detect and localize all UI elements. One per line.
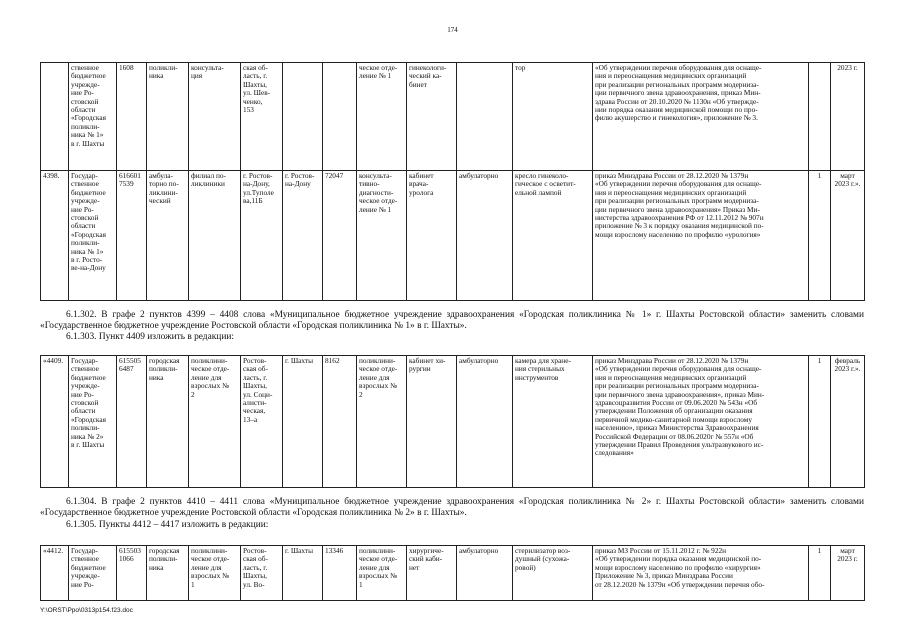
table-cell: поликлини- ческое отде- ление для взрослых № 2 (189, 356, 241, 488)
table-cell: 1 (809, 171, 831, 301)
paragraph-6-1-305: 6.1.305. Пункты 4412 – 4417 изложить в редакции: (66, 520, 269, 530)
table-cell: Государ- ственное бюджетное учрежде- ние Ро- (69, 546, 117, 601)
table-cell: 615503 1066 (117, 546, 147, 601)
table-cell: «Об утверждении перечня оборудования для оснаще- ния и переоснащения медицинских организаций при реализации региональных программ модерниза- ции первичного звена здравоохранения, приказ Мин- здрава России от 20.10.2020 № 1130н «Об утвержде- нии порядка оказания медицинской помощи по про- филю акушерство и гинекология», приложение № 3. (593, 63, 809, 171)
table-cell: Государ- ственное бюджетное учрежде- ние Ро- стовской области «Городская поликли- ника № 1» в г. Росто- ве-на-Дону (69, 171, 117, 301)
table-cell: ственное бюджетное учрежде- ние Ро- стовской области «Городская поликли- ника № 1» в г. Шахты (69, 63, 117, 171)
table-cell: февраль 2023 г.». (831, 356, 865, 488)
table-cell: поликлини- ческое отде- ление для взрослых № 1 (357, 546, 407, 601)
table-cell: тор (513, 63, 593, 171)
table-cell: поликли- ника (147, 63, 189, 171)
table-cell: «4409. (41, 356, 69, 488)
table-cell: стерилизатор воз- душный (сухожа- ровой) (513, 546, 593, 601)
table-cell: март 2023 г. (831, 546, 865, 601)
table-cell: приказ Минздрава России от 28.12.2020 № 1379н «Об утверждении перечня оборудования для оснаще- ния и переоснащения медицинских организаций при реализации региональных программ модерниза- ции первичного звена здравоохранения», приказ Мин- здравсоцразвития России от 09.06.2020 № 543н «Об утверждении Положения об организации оказания первичной медико-санитарной помощи взрослому населению», приказ Министерства Здравоохранения Российской Федерации от 08.06.2020г № 557н «Об утверждении Правил Проведения ультразвукового ис- следования» (593, 356, 809, 488)
table-row (41, 63, 865, 171)
table-cell: «4412. (41, 546, 69, 601)
paragraph-6-1-304: 6.1.304. В графе 2 пунктов 4410 – 4411 слова «Муниципальное бюджетное учреждение здравоохранения «Городская поликлиника № 2» г. Шахты Ростовской области» заменить словами «Государственное бюджетное учреждение Ростовской области «Городская поликлиника № 2» в г. Шахты». (40, 497, 864, 518)
table-cell: ческое отде- ление № 1 (357, 63, 407, 171)
table-cell: г. Ростов- на-Дону, ул.Туполе ва,11Б (241, 171, 283, 301)
table-cell (323, 63, 357, 171)
table-row (41, 546, 865, 601)
equipment-table-part-2 (40, 355, 865, 488)
table-cell: кабинет хи- рургии (407, 356, 457, 488)
table-cell (283, 63, 323, 171)
table-cell: 615505 6487 (117, 356, 147, 488)
paragraph-6-1-302: 6.1.302. В графе 2 пунктов 4399 – 4408 слова «Муниципальное бюджетное учреждение здравоохранения «Городская поликлиника № 1» г. Шахты Ростовской области» заменить словами «Государственное бюджетное учреждение Ростовской области «Городская поликлиника № 1» в г. Шахты». (40, 310, 864, 331)
table-cell: 1 (809, 356, 831, 488)
table-cell: 1608 (117, 63, 147, 171)
table-cell: 616601 7539 (117, 171, 147, 301)
table-cell: 72047 (323, 171, 357, 301)
table-cell: 8162 (323, 356, 357, 488)
table-cell: г. Шахты (283, 546, 323, 601)
page-number: 174 (447, 26, 458, 34)
table-cell: гинекологи- ческий ка- бинет (407, 63, 457, 171)
table-cell: Ростов- ская об- ласть, г. Шахты, ул. Соци- алисти- ческая, 13–а (241, 356, 283, 488)
table-cell: 1 (809, 546, 831, 601)
table-cell: приказ МЗ России от 15.11.2012 г. № 922н «Об утверждении порядка оказания медицинской по- мощи взрослому населению по профилю «хирургия» Приложение № 3, приказ Минздрава России от 28.12.2020 № 1379н «Об утверждении перечня обо- (593, 546, 809, 601)
table-cell: хирургиче- ский каби- нет (407, 546, 457, 601)
table-cell: филиал по- ликлиники (189, 171, 241, 301)
table-cell: ская об- ласть, г. Шахты, ул. Шев- ченко, 153 (241, 63, 283, 171)
table-cell: кресло гинеколо- гическое с осветит- ельной лампой (513, 171, 593, 301)
table-cell: амбулаторно (457, 546, 513, 601)
paragraph-6-1-303: 6.1.303. Пункт 4409 изложить в редакции: (66, 332, 234, 342)
table-cell (41, 63, 69, 171)
table-cell: консульта- тивно- диагности- ческое отде- ление № 1 (357, 171, 407, 301)
table-cell: 4398. (41, 171, 69, 301)
file-path-footer: Y:\ORST\Ppo\0313p154.f23.doc (40, 607, 133, 614)
table-cell: городская поликли- ника (147, 546, 189, 601)
table-cell: Государ- ственное бюджетное учрежде- ние Ро- стовской области «Городская поликли- ника № 2» в г. Шахты (69, 356, 117, 488)
table-cell: Ростов- ская об- ласть, г. Шахты, ул. Во- (241, 546, 283, 601)
table-cell: камера для хране- ния стерильных инструментов (513, 356, 593, 488)
equipment-table-part-3 (40, 545, 865, 601)
table-cell: г. Ростов- на-Дону (283, 171, 323, 301)
table-cell: амбула- торно по- ликлини- ческий (147, 171, 189, 301)
table-row (41, 356, 865, 488)
equipment-table-part-1 (40, 62, 865, 301)
table-cell: 2023 г. (831, 63, 865, 171)
table-cell: поликлини- ческое отде- ление для взрослых № 2 (357, 356, 407, 488)
table-cell: март 2023 г.». (831, 171, 865, 301)
table-cell (809, 63, 831, 171)
table-cell: амбулаторно (457, 171, 513, 301)
table-cell: городская поликли- ника (147, 356, 189, 488)
table-cell (457, 63, 513, 171)
table-row (41, 171, 865, 301)
table-cell: 13346 (323, 546, 357, 601)
table-cell: поликлини- ческое отде- ление для взрослых № 1 (189, 546, 241, 601)
table-cell: амбулаторно (457, 356, 513, 488)
table-cell: кабинет врача- уролога (407, 171, 457, 301)
table-cell: г. Шахты (283, 356, 323, 488)
table-cell: приказ Минздрава России от 28.12.2020 № 1379н «Об утверждении перечня оборудования для оснаще- ния и переоснащения медицинских организаций при реализации региональных программ модерниза- ции первичного звена здравоохранения» Приказ Ми- нистерства здравоохранения РФ от 12.11.2012 № 907н приложение № 3 к порядку оказания медицинской по- мощи взрослому населению по профилю «урология» (593, 171, 809, 301)
table-cell: консульта- ция (189, 63, 241, 171)
